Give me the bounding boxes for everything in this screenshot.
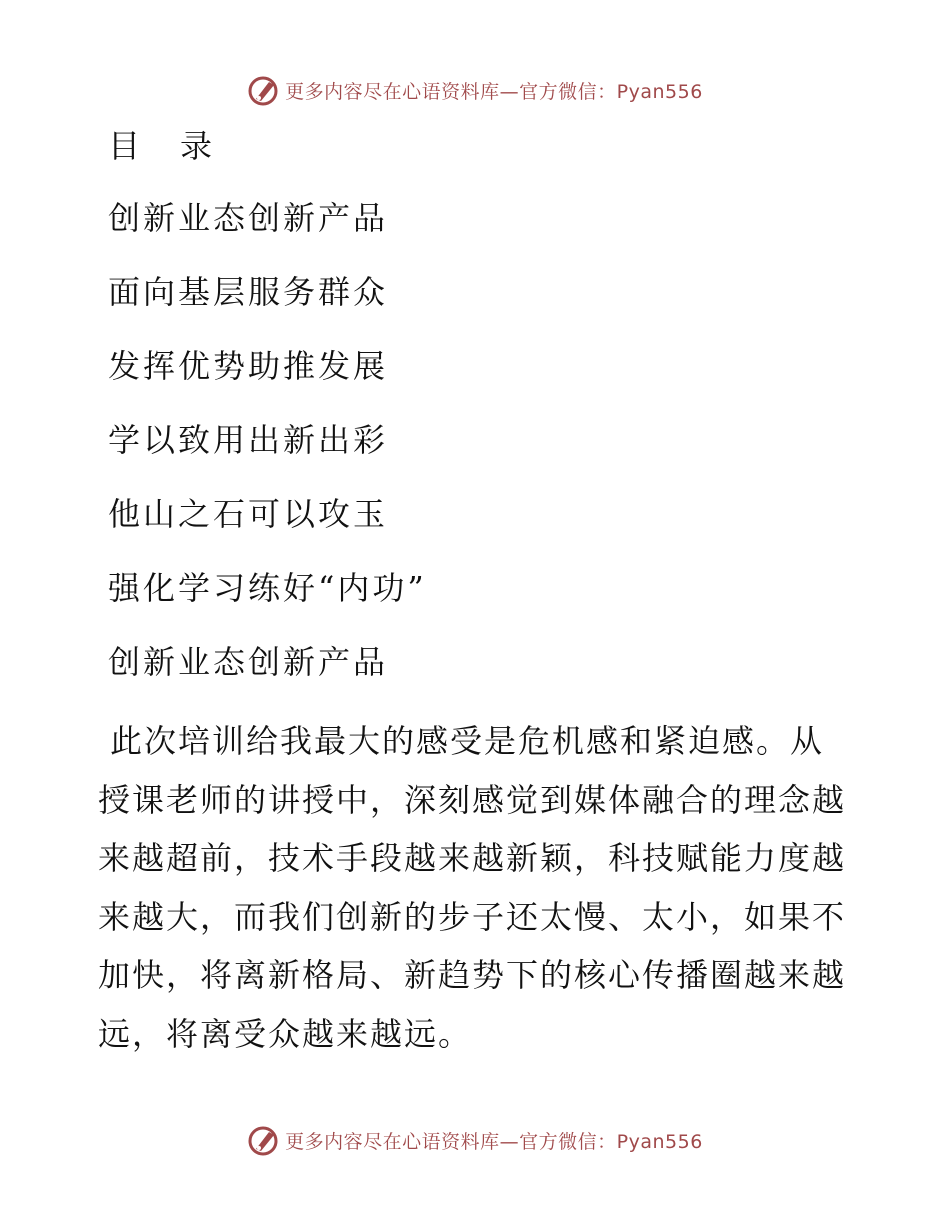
toc-list <box>108 196 427 714</box>
toc-heading: 目 录 <box>108 127 217 165</box>
toc-item: 面向基层服务群众 <box>108 273 389 311</box>
toc-item: 创新业态创新产品 <box>108 643 389 681</box>
pen-nib-logo-icon <box>247 1123 281 1157</box>
pen-nib-logo-icon <box>247 73 281 107</box>
toc-item: 发挥优势助推发展 <box>108 347 389 385</box>
footer-watermark-text: 更多内容尽在心语资料库—官方微信：Pyan556 <box>285 1130 703 1153</box>
body-paragraph: 此次培训给我最大的感受是危机感和紧迫感。从授课老师的讲授中，深刻感觉到媒体融合的理念越来越超前，技术手段越来越新颖，科技赋能力度越来越大，而我们创新的步子还太慢、太小，如果不加快，将离新格局、新趋势下的核心传播圈越来越远，将离受众越来越远。 <box>98 722 847 1053</box>
toc-item: 学以致用出新出彩 <box>108 421 389 459</box>
toc-item: 他山之石可以攻玉 <box>108 495 389 533</box>
header-watermark-text: 更多内容尽在心语资料库—官方微信：Pyan556 <box>285 80 703 103</box>
header-watermark <box>0 70 950 110</box>
toc-item: 创新业态创新产品 <box>108 199 389 237</box>
footer-watermark <box>0 1120 950 1160</box>
toc-item: 强化学习练好“内功” <box>108 569 427 607</box>
